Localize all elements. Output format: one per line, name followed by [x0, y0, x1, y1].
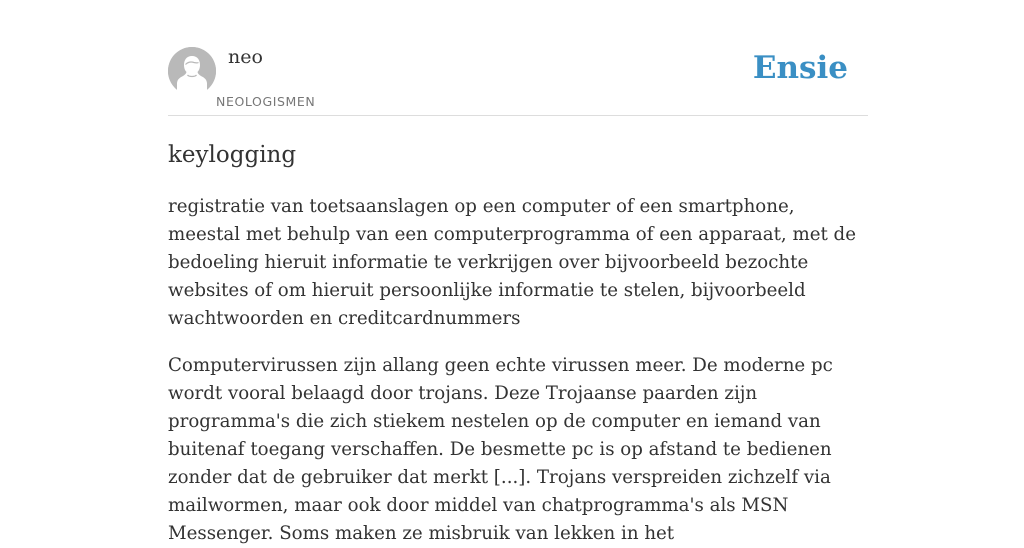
page [168, 0, 868, 548]
quote-text: Computervirussen zijn allang geen echte virussen meer. De moderne pc wordt vooral belaagd door trojans. Deze Trojaanse paarden zijn programma's die zich stiekem nestelen op de computer en iemand van buitenaf toegang verschaffen. De besmette pc is op afstand te bedienen zonder dat de gebruiker dat merkt [...]. Trojans verspreiden zichzelf via mailwormen, maar ook door middel van chatprogramma's als MSN Messenger. Soms maken ze misbruik van lekken in het [168, 355, 833, 544]
term-title: keylogging [168, 142, 297, 168]
collection-link[interactable]: NEOLOGISMEN [216, 94, 316, 109]
header [168, 0, 868, 116]
user-silhouette-icon [168, 47, 216, 95]
definition-text: registratie van toetsaanslagen op een computer of een smartphone, meestal met behulp van een computerprogramma of een apparaat, met de bedoeling hieruit informatie te verkrijgen over bijvoorbeeld bezochte websites of om hieruit persoonlijke informatie te stelen, bijvoorbeeld wachtwoorden en creditcardnummers [168, 196, 856, 329]
username-link[interactable]: neo [228, 46, 263, 68]
ensie-logo[interactable]: Ensie [752, 50, 848, 86]
avatar[interactable] [168, 47, 216, 95]
